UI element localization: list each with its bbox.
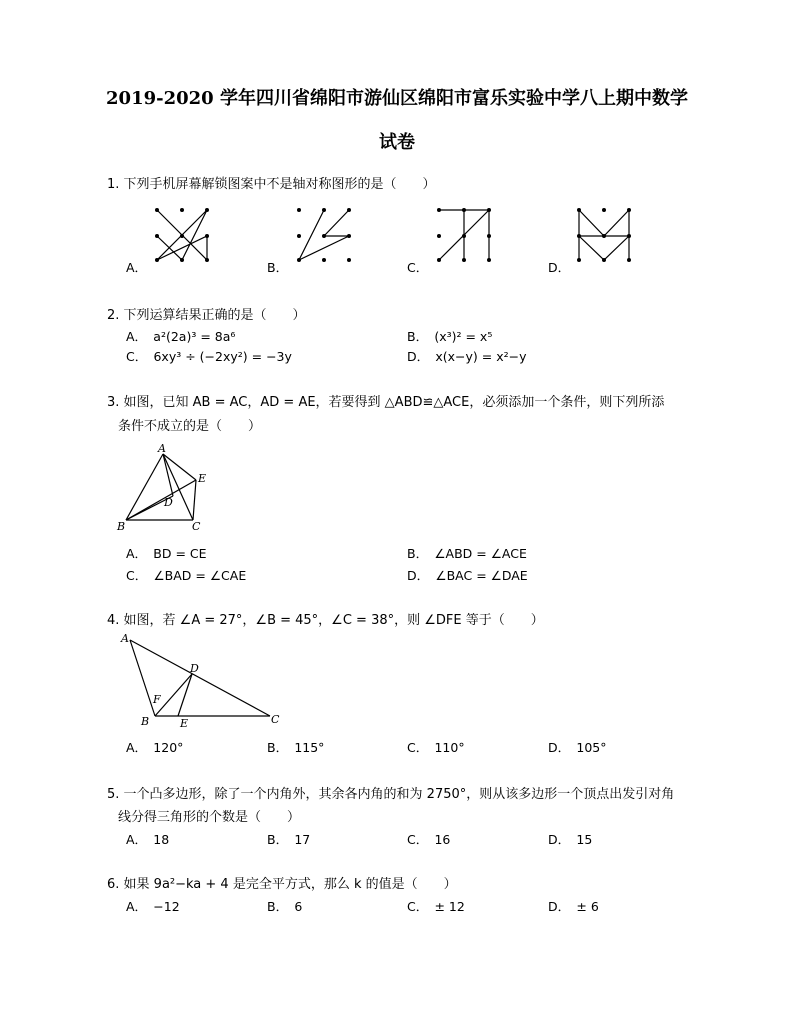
q1-option-d: D． <box>548 260 571 275</box>
q1-option-c: C． <box>407 260 429 275</box>
question-2-stem: 2. 下列运算结果正确的是（ ） <box>107 308 306 323</box>
q4-option-c: C． 110° <box>407 740 465 755</box>
q3-label-a: A <box>158 442 166 455</box>
q1-figure-b <box>292 203 352 265</box>
document-title-line1: 2019-2020 学年四川省绵阳市游仙区绵阳市富乐实验中学八上期中数学 <box>106 88 688 109</box>
q3-label-e: E <box>198 472 207 485</box>
q5-option-b: B． 17 <box>267 832 311 847</box>
q2-option-c: C． 6xy³ ÷ (−2xy²) = −3y <box>126 349 292 364</box>
q4-label-d: D <box>190 662 199 675</box>
question-6-stem: 6. 如果 9a²−ka + 4 是完全平方式，那么 k 的值是（ ） <box>107 877 457 892</box>
q4-label-e: E <box>180 717 189 730</box>
document-title-line2: 试卷 <box>379 132 415 153</box>
q1-option-a: A． <box>126 260 148 275</box>
q4-label-f: F <box>153 693 161 706</box>
q2-option-a: A． a²(2a)³ = 8a⁶ <box>126 329 236 344</box>
q4-option-d: D． 105° <box>548 740 607 755</box>
q6-option-d: D． ± 6 <box>548 899 599 914</box>
q3-label-c: C <box>192 520 201 533</box>
q3-option-d: D． ∠BAC = ∠DAE <box>407 568 528 583</box>
q5-option-d: D． 15 <box>548 832 593 847</box>
q4-label-b: B <box>141 715 150 728</box>
q4-option-a: A． 120° <box>126 740 184 755</box>
q1-figure-d <box>572 203 632 265</box>
q1-figure-a <box>150 203 210 265</box>
q4-label-c: C <box>271 713 280 726</box>
q6-option-c: C． ± 12 <box>407 899 465 914</box>
q3-triangle-figure <box>115 442 215 534</box>
q3-option-b: B． ∠ABD = ∠ACE <box>407 546 527 561</box>
q4-triangle-figure <box>118 628 290 734</box>
question-5-stem-line1: 5. 一个凸多边形，除了一个内角外，其余各内角的和为 2750°，则从该多边形一个顶点出发引对角 <box>107 787 675 802</box>
question-3-stem-line2: 条件不成立的是（ ） <box>118 419 262 434</box>
q5-option-a: A． 18 <box>126 832 170 847</box>
question-4-stem: 4. 如图，若 ∠A = 27°，∠B = 45°，∠C = 38°，则 ∠DFE 等于（ ） <box>107 613 544 628</box>
q6-option-a: A． −12 <box>126 899 180 914</box>
q6-option-b: B． 6 <box>267 899 303 914</box>
q2-option-d: D． x(x−y) = x²−y <box>407 349 527 364</box>
q5-option-c: C． 16 <box>407 832 451 847</box>
q3-label-d: D <box>164 496 173 509</box>
q1-option-b: B． <box>267 260 289 275</box>
q4-option-b: B． 115° <box>267 740 325 755</box>
q3-label-b: B <box>117 520 126 533</box>
q1-figure-c <box>432 203 492 265</box>
question-3-stem-line1: 3. 如图，已知 AB = AC，AD = AE，若要得到 △ABD≌△ACE，必须添加一个条件，则下列所添 <box>107 395 665 410</box>
q3-option-c: C． ∠BAD = ∠CAE <box>126 568 247 583</box>
q4-label-a: A <box>121 632 129 645</box>
q3-option-a: A． BD = CE <box>126 546 207 561</box>
q2-option-b: B． (x³)² = x⁵ <box>407 329 493 344</box>
question-1-stem: 1. 下列手机屏幕解锁图案中不是轴对称图形的是（ ） <box>107 177 436 192</box>
question-5-stem-line2: 线分得三角形的个数是（ ） <box>118 810 301 825</box>
